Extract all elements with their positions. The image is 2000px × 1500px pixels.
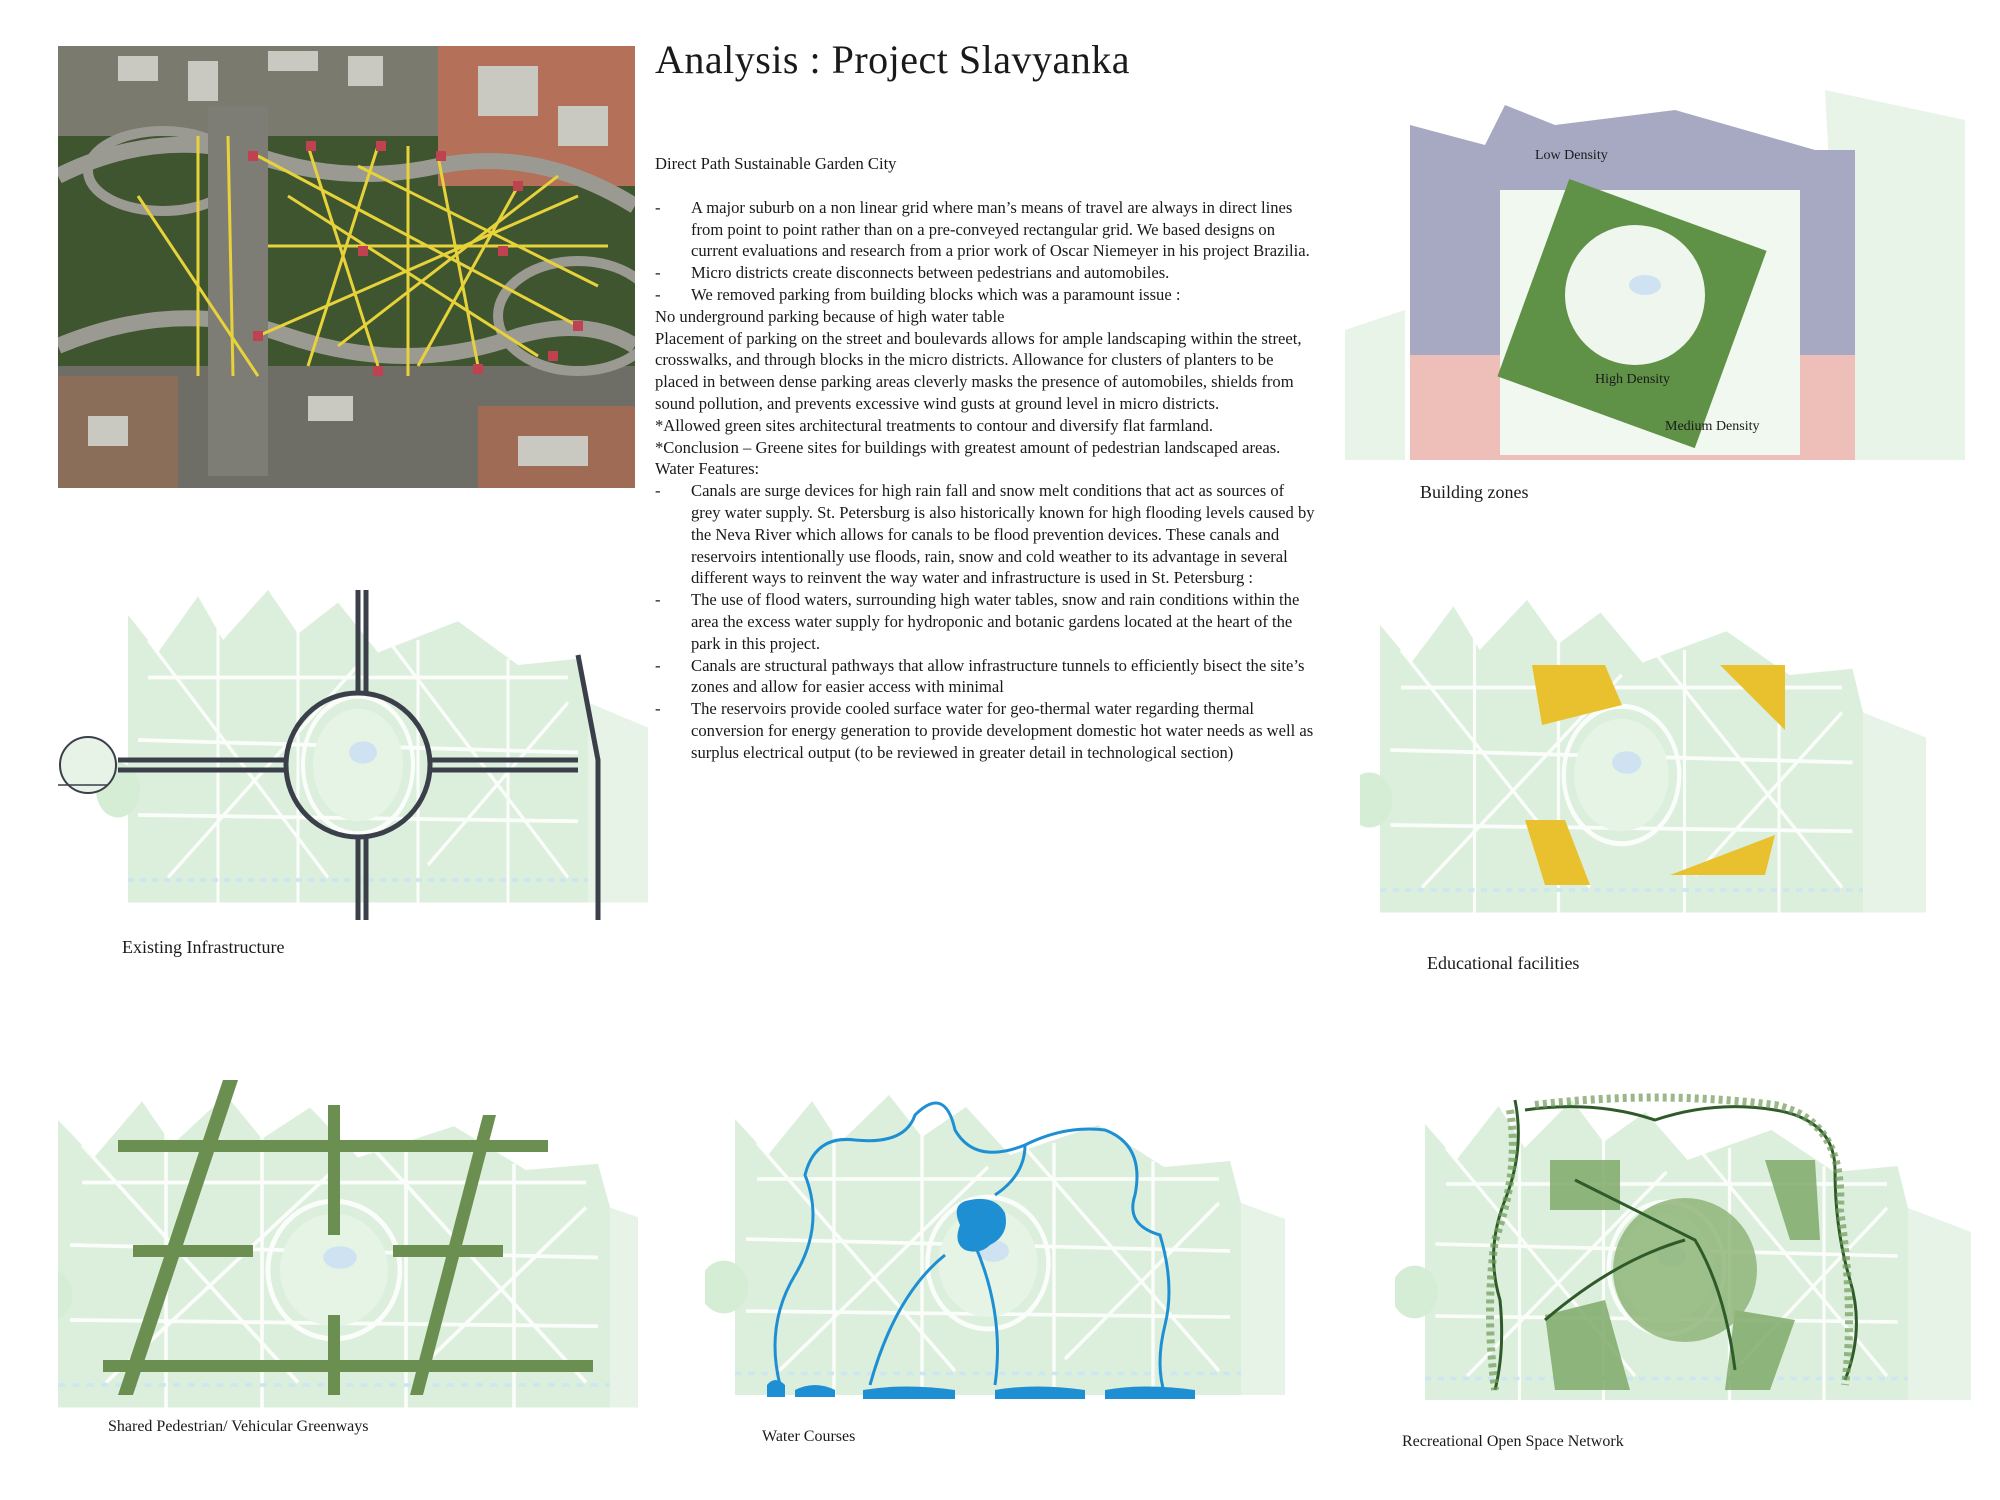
high-density-label: High Density [1595,372,1671,387]
existing-infrastructure-map [58,560,648,925]
existing-infrastructure-caption: Existing Infrastructure [122,937,285,957]
paragraph: No underground parking because of high water table [655,306,1005,326]
educational-facilities-map [1360,580,1950,945]
paragraph: - The use of flood waters, surrounding high water tables, snow and rain conditions within the area the excess water supply for hydroponic and botanic gardens located at the heart of the park in this project. [655,590,1300,653]
open-space-map [1395,1090,1975,1420]
water-courses-map [705,1085,1285,1415]
paragraph: - Canals are surge devices for high rain fall and snow melt conditions that act as sources of grey water supply. St. Petersburg is also historically known for high flooding levels caused by the Neva River which allows for canals to be flood prevention devices. These canals and reservoirs intentionally use floods, rain, snow and cold weather to its advantage in several different ways to reinvent the way water and infrastructure is used in St. Petersburg : [655,481,1315,588]
paragraph: *Conclusion – Greene sites for buildings with greatest amount of pedestrian landscaped areas. [655,437,1281,457]
water-courses-caption: Water Courses [762,1428,856,1445]
paragraph: - Canals are structural pathways that allow infrastructure tunnels to efficiently bisect the site’s zones and allow for easier access with minimal [655,655,1305,697]
aerial-photo [58,46,635,488]
building-zones-map [1345,90,1965,470]
low-density-label: Low Density [1535,148,1608,163]
open-space-caption: Recreational Open Space Network [1402,1433,1624,1450]
paragraph: - The reservoirs provide cooled surface water for geo-thermal water regarding thermal conversion for energy generation to provide development domestic hot water needs as well as surplus electrical output (to be reviewed in greater detail in technological section) [655,699,1314,762]
subtitle: Direct Path Sustainable Garden City [655,154,897,173]
paragraph: Placement of parking on the street and boulevards allows for ample landscaping within the street, crosswalks, and through blocks in the micro districts. Allowance for clusters of planters to be placed in between dense parking areas cleverly masks the presence of automobiles, shields from sound pollution, and prevents excessive wind gusts at ground level in micro districts. [655,328,1302,413]
paragraph: - We removed parking from building blocks which was a paramount issue : [655,284,1181,304]
building-zones-caption: Building zones [1420,482,1529,502]
page-title: Analysis : Project Slavyanka [655,37,1131,82]
greenways-map [58,1075,638,1410]
body-text [655,153,1315,764]
paragraph: Water Features: [655,459,760,479]
medium-density-label: Medium Density [1665,419,1760,434]
educational-facilities-caption: Educational facilities [1427,953,1580,973]
paragraph: *Allowed green sites architectural treatments to contour and diversify flat farmland. [655,415,1213,435]
paragraph: - A major suburb on a non linear grid where man’s means of travel are always in direct lines from point to point rather than on a pre-conveyed rectangular grid. We based designs on current evaluations and research from a prior work of Oscar Niemeyer in his project Brazilia. [655,197,1310,261]
paragraph: - Micro districts create disconnects between pedestrians and automobiles. [655,263,1170,283]
greenways-caption: Shared Pedestrian/ Vehicular Greenways [108,1418,369,1435]
